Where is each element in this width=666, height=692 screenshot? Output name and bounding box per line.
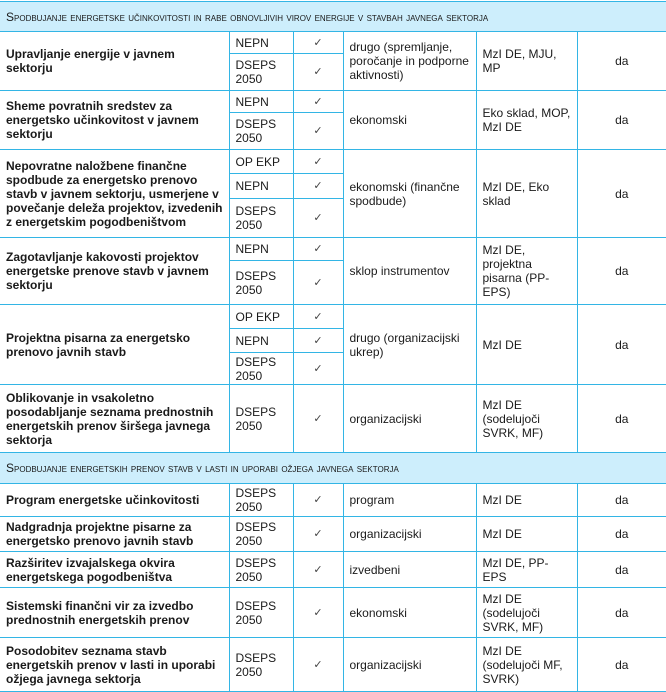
measure-name: Nadgradnja projektne pisarne za energetsko prenovo javnih stavb <box>0 517 229 552</box>
table-row <box>0 91 666 113</box>
section-header <box>0 453 666 484</box>
measure-name: Nepovratne naložbene finančne spodbude za energetsko prenovo stavb v javnem sektorju, usmerjene v povečanje deleža projektov, izvedenih z energetskim pogodbeništvom <box>0 150 229 238</box>
check-icon: ✓ <box>293 638 343 692</box>
status-value: da <box>577 638 666 692</box>
check-icon: ✓ <box>293 484 343 517</box>
table-row <box>0 552 666 588</box>
responsible-body: MzI DE (sodelujoči SVRK, MF) <box>476 385 577 453</box>
measure-type: drugo (spremljanje, poročanje in podporne aktivnosti) <box>343 32 476 91</box>
measure-type: organizacijski <box>343 517 476 552</box>
responsible-body: MzI DE <box>476 484 577 517</box>
responsible-body: MzI DE, Eko sklad <box>476 150 577 238</box>
table-row <box>0 588 666 638</box>
measure-type: ekonomski (finančne spodbude) <box>343 150 476 238</box>
check-icon: ✓ <box>293 199 343 238</box>
responsible-body: MzI DE (sodelujoči MF, SVRK) <box>476 638 577 692</box>
table-row <box>0 385 666 453</box>
source-document: DSEPS 2050 <box>229 385 293 453</box>
measure-name: Program energetske učinkovitosti <box>0 484 229 517</box>
status-value: da <box>577 91 666 150</box>
source-document: DSEPS 2050 <box>229 353 293 385</box>
measure-name: Oblikovanje in vsakoletno posodabljanje seznama prednostnih energetskih prenov širšega javnega sektorja <box>0 385 229 453</box>
measure-name: Projektna pisarna za energetsko prenovo javnih stavb <box>0 305 229 385</box>
measure-type: drugo (organizacijski ukrep) <box>343 305 476 385</box>
measure-type: sklop instrumentov <box>343 238 476 305</box>
check-icon: ✓ <box>293 91 343 113</box>
measure-type: program <box>343 484 476 517</box>
status-value: da <box>577 150 666 238</box>
status-value: da <box>577 32 666 91</box>
section-title: Spodbujanje energetske učinkovitosti in rabe obnovljivih virov energije v stavbah javnega sektorja <box>0 2 666 32</box>
measure-type: ekonomski <box>343 588 476 638</box>
source-document: OP EKP <box>229 150 293 174</box>
responsible-body: MzI DE, MJU, MP <box>476 32 577 91</box>
responsible-body: MzI DE (sodelujoči SVRK, MF) <box>476 588 577 638</box>
table-row <box>0 238 666 261</box>
section-header <box>0 2 666 32</box>
measure-name: Sheme povratnih sredstev za energetsko učinkovitost v javnem sektorju <box>0 91 229 150</box>
source-document: DSEPS 2050 <box>229 517 293 552</box>
check-icon: ✓ <box>293 385 343 453</box>
source-document: DSEPS 2050 <box>229 588 293 638</box>
responsible-body: Eko sklad, MOP, MzI DE <box>476 91 577 150</box>
check-icon: ✓ <box>293 552 343 588</box>
table-row <box>0 638 666 692</box>
check-icon: ✓ <box>293 261 343 305</box>
measure-type: organizacijski <box>343 385 476 453</box>
check-icon: ✓ <box>293 174 343 199</box>
check-icon: ✓ <box>293 588 343 638</box>
measure-name: Sistemski finančni vir za izvedbo prednostnih energetskih prenov <box>0 588 229 638</box>
check-icon: ✓ <box>293 238 343 261</box>
check-icon: ✓ <box>293 32 343 54</box>
measures-table <box>0 1 666 692</box>
status-value: da <box>577 552 666 588</box>
responsible-body: MzI DE <box>476 517 577 552</box>
status-value: da <box>577 238 666 305</box>
source-document: NEPN <box>229 329 293 353</box>
source-document: DSEPS 2050 <box>229 113 293 150</box>
check-icon: ✓ <box>293 150 343 174</box>
responsible-body: MzI DE, projektna pisarna (PP-EPS) <box>476 238 577 305</box>
responsible-body: MzI DE, PP-EPS <box>476 552 577 588</box>
status-value: da <box>577 588 666 638</box>
status-value: da <box>577 517 666 552</box>
table-row <box>0 150 666 174</box>
measure-name: Upravljanje energije v javnem sektorju <box>0 32 229 91</box>
source-document: DSEPS 2050 <box>229 261 293 305</box>
section-title: Spodbujanje energetskih prenov stavb v lasti in uporabi ožjega javnega sektorja <box>0 453 666 484</box>
check-icon: ✓ <box>293 113 343 150</box>
check-icon: ✓ <box>293 517 343 552</box>
check-icon: ✓ <box>293 329 343 353</box>
source-document: NEPN <box>229 174 293 199</box>
source-document: DSEPS 2050 <box>229 638 293 692</box>
measure-type: izvedbeni <box>343 552 476 588</box>
table-row <box>0 32 666 54</box>
source-document: OP EKP <box>229 305 293 329</box>
responsible-body: MzI DE <box>476 305 577 385</box>
status-value: da <box>577 305 666 385</box>
status-value: da <box>577 385 666 453</box>
table-row <box>0 305 666 329</box>
check-icon: ✓ <box>293 353 343 385</box>
measure-name: Razširitev izvajalskega okvira energetskega pogodbeništva <box>0 552 229 588</box>
table-row <box>0 517 666 552</box>
check-icon: ✓ <box>293 54 343 91</box>
measure-name: Posodobitev seznama stavb energetskih prenov v lasti in uporabi ožjega javnega sektorja <box>0 638 229 692</box>
source-document: DSEPS 2050 <box>229 484 293 517</box>
check-icon: ✓ <box>293 305 343 329</box>
source-document: NEPN <box>229 238 293 261</box>
source-document: NEPN <box>229 32 293 54</box>
measure-name: Zagotavljanje kakovosti projektov energetske prenove stavb v javnem sektorju <box>0 238 229 305</box>
source-document: DSEPS 2050 <box>229 552 293 588</box>
source-document: DSEPS 2050 <box>229 199 293 238</box>
measure-type: organizacijski <box>343 638 476 692</box>
measure-type: ekonomski <box>343 91 476 150</box>
source-document: DSEPS 2050 <box>229 54 293 91</box>
status-value: da <box>577 484 666 517</box>
source-document: NEPN <box>229 91 293 113</box>
table-row <box>0 484 666 517</box>
